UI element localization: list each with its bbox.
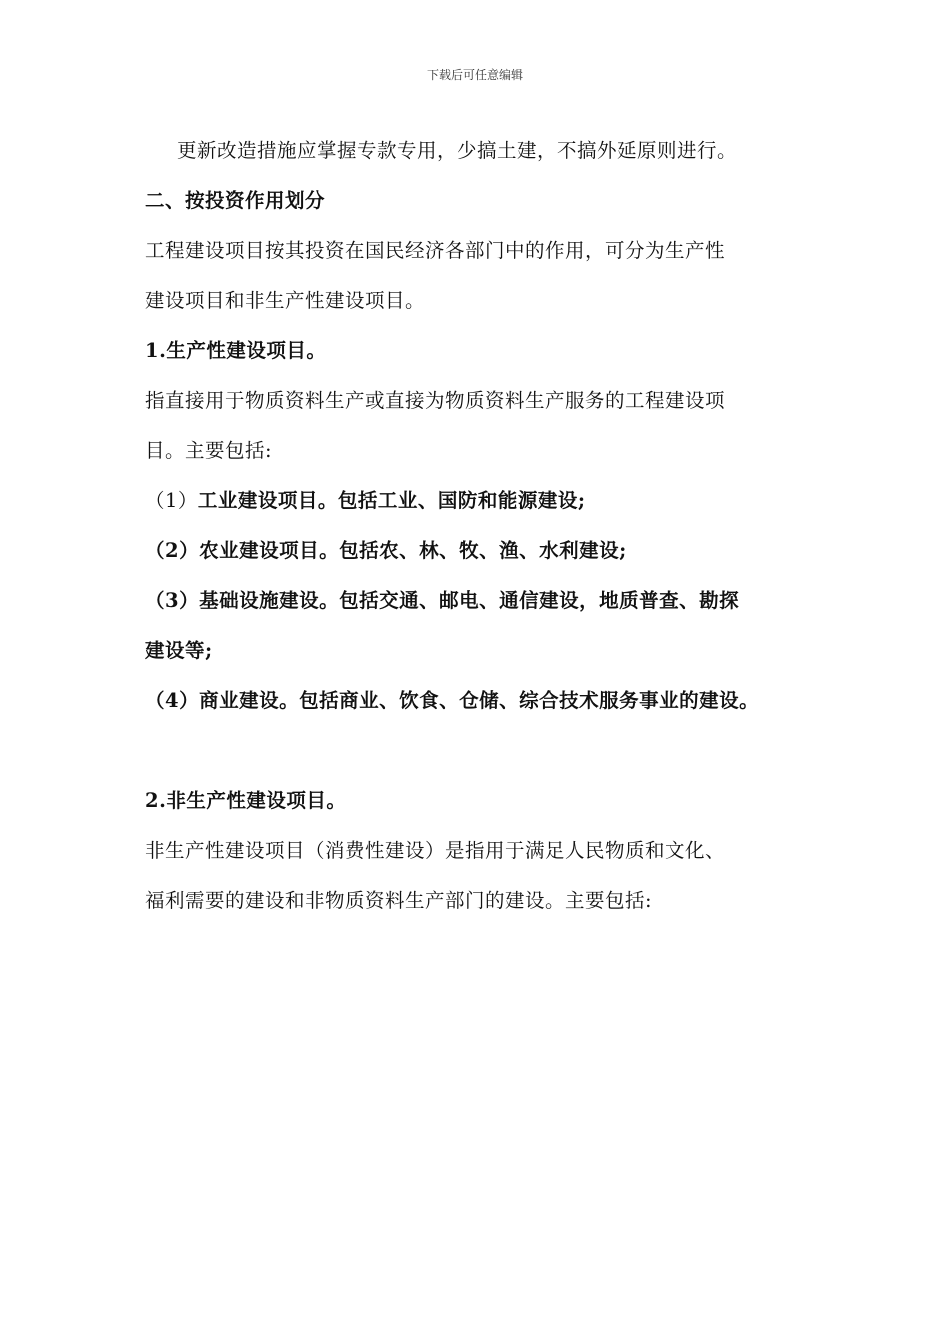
section-paragraph-line-2: 建设项目和非生产性建设项目。 bbox=[145, 289, 426, 312]
list-item-2: （2）农业建设项目。包括农、林、牧、渔、水利建设; bbox=[145, 539, 627, 562]
list-item-3-line-1: （3）基础设施建设。包括交通、邮电、通信建设，地质普查、勘探 bbox=[145, 589, 740, 612]
list-item-1 bbox=[145, 476, 845, 526]
subheading-productive: 1.生产性建设项目。 bbox=[145, 339, 327, 362]
spacer bbox=[145, 726, 845, 776]
productive-paragraph-line-2: 目。主要包括: bbox=[145, 439, 273, 462]
list-item-1-number: （1） bbox=[145, 489, 198, 512]
nonproductive-paragraph-line-1: 非生产性建设项目（消费性建设）是指用于满足人民物质和文化、 bbox=[145, 839, 726, 862]
subheading-nonproductive: 2.非生产性建设项目。 bbox=[145, 789, 347, 812]
document-body bbox=[145, 126, 845, 926]
list-item-4: （4）商业建设。包括商业、饮食、仓储、综合技术服务事业的建设。 bbox=[145, 689, 760, 712]
list-item-3-line-2: 建设等; bbox=[145, 639, 213, 662]
page-header: 下载后可任意编辑 bbox=[426, 68, 523, 82]
productive-paragraph-line-1: 指直接用于物质资料生产或直接为物质资料生产服务的工程建设项 bbox=[145, 389, 726, 412]
section-heading: 二、按投资作用划分 bbox=[145, 189, 326, 212]
section-paragraph-line-1: 工程建设项目按其投资在国民经济各部门中的作用，可分为生产性 bbox=[145, 239, 726, 262]
nonproductive-paragraph-line-2: 福利需要的建设和非物质资料生产部门的建设。主要包括: bbox=[145, 889, 653, 912]
list-item-1-text: 工业建设项目。包括工业、国防和能源建设; bbox=[197, 489, 586, 512]
intro-paragraph: 更新改造措施应掌握专款专用，少搞土建，不搞外延原则进行。 bbox=[177, 139, 738, 162]
